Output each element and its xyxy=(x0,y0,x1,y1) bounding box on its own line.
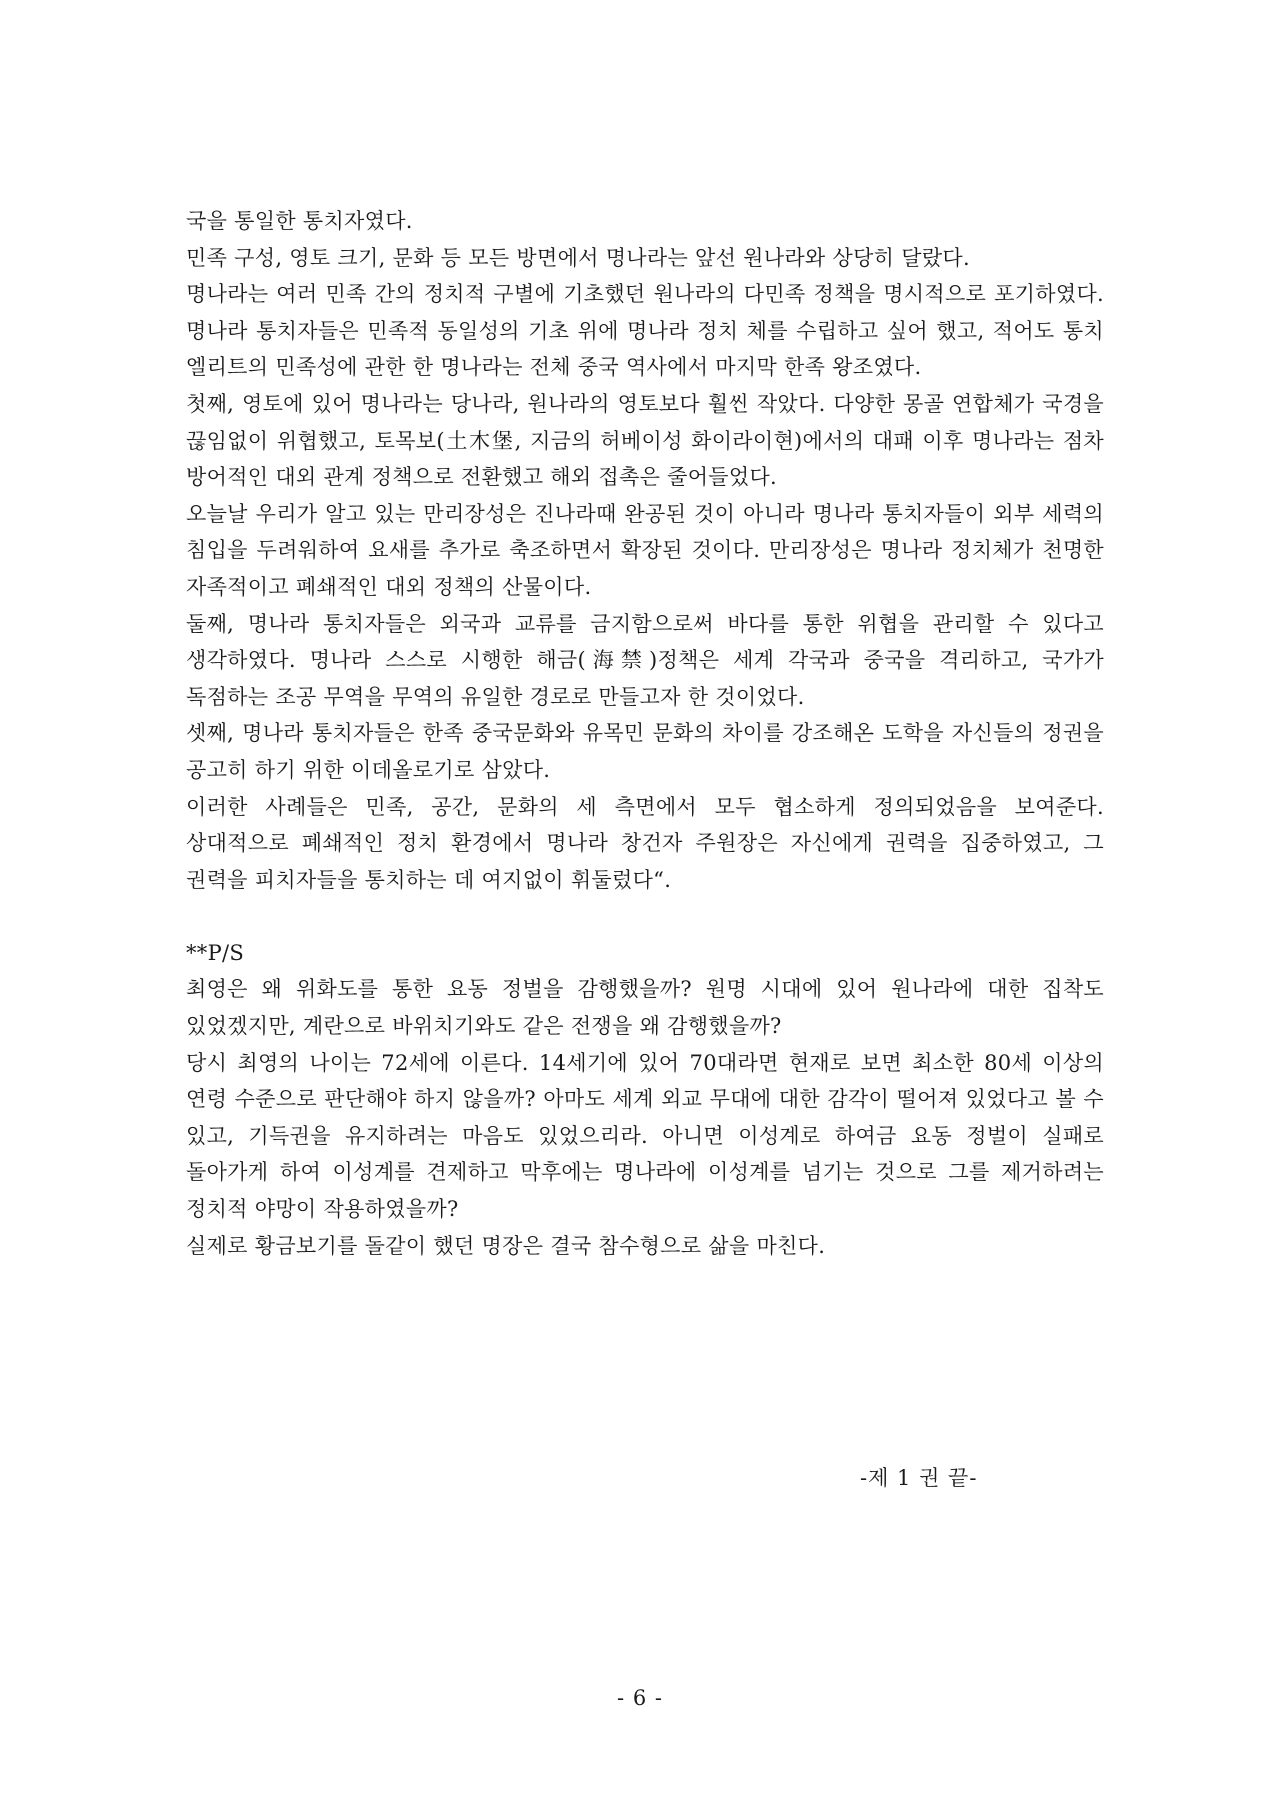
ps-paragraph: 당시 최영의 나이는 72세에 이른다. 14세기에 있어 70대라면 현재로 보면 최소한 80세 이상의 연령 수준으로 판단해야 하지 않을까? 아마도 세계 외교 무대에 대한 감각이 떨어져 있었다고 볼 수 있고, 기득권을 유지하려는 마음도 있었으리라. 아니면 이성계로 하여금 요동 정벌이 실패로 돌아가게 하여 이성계를 견제하고 막후에는 명나라에 이성계를 넘기는 것으로 그를 제거하려는 정치적 야망이 작용하였을까? xyxy=(186,1050,1104,1222)
paragraph: 국을 통일한 통치자였다. xyxy=(186,209,413,233)
paragraph: 오늘날 우리가 알고 있는 만리장성은 진나라때 완공된 것이 아니라 명나라 통치자들이 외부 세력의 침입을 두려워하여 요새를 추가로 축조하면서 확장된 것이다. 만리장성은 명나라 정치체가 천명한 자족적이고 폐쇄적인 대외 정책의 산물이다. xyxy=(186,501,1104,599)
ps-paragraph: 실제로 황금보기를 돌같이 했던 명장은 결국 참수형으로 삶을 마친다. xyxy=(186,1233,826,1258)
volume-end-mark: -제 1 권 끝- xyxy=(860,1466,978,1490)
paragraph: 첫째, 영토에 있어 명나라는 당나라, 원나라의 영토보다 훨씬 작았다. 다양한 몽골 연합체가 국경을 끊임없이 위협했고, 토목보(土木堡, 지금의 허베이성 화이라이현)에서의 대패 이후 명나라는 점차 방어적인 대외 관계 정책으로 전환했고 해외 접촉은 줄어들었다. xyxy=(186,391,1104,490)
paragraph: 둘째, 명나라 통치자들은 외국과 교류를 금지함으로써 바다를 통한 위협을 관리할 수 있다고 생각하였다. 명나라 스스로 시행한 해금(海禁)정책은 세계 각국과 중국을 격리하고, 국가가 독점하는 조공 무역을 무역의 유일한 경로로 만들고자 한 것이었다. xyxy=(186,611,1104,709)
blank-line xyxy=(186,898,1104,935)
body-text xyxy=(186,203,1104,1264)
paragraph: 명나라는 여러 민족 간의 정치적 구별에 기초했던 원나라의 다민족 정책을 명시적으로 포기하였다. 명나라 통치자들은 민족적 동일성의 기초 위에 명나라 정치 체를 수립하고 싶어 했고, 적어도 통치 엘리트의 민족성에 관한 한 명나라는 전체 중국 역사에서 마지막 한족 왕조였다. xyxy=(186,282,1104,380)
ps-heading: **P/S xyxy=(186,940,245,965)
paragraph: 민족 구성, 영토 크기, 문화 등 모든 방면에서 명나라는 앞선 원나라와 상당히 달랐다. xyxy=(186,245,970,270)
ps-paragraph: 최영은 왜 위화도를 통한 요동 정벌을 감행했을까? 원명 시대에 있어 원나라에 대한 집착도 있었겠지만, 계란으로 바위치기와도 같은 전쟁을 왜 감행했을까? xyxy=(186,977,1104,1039)
paragraph: 셋째, 명나라 통치자들은 한족 중국문화와 유목민 문화의 차이를 강조해온 도학을 자신들의 정권을 공고히 하기 위한 이데올로기로 삼았다. xyxy=(186,721,1104,782)
page-number: - 6 - xyxy=(617,1686,663,1710)
paragraph: 이러한 사례들은 민족, 공간, 문화의 세 측면에서 모두 협소하게 정의되었음을 보여준다. 상대적으로 폐쇄적인 정치 환경에서 명나라 창건자 주원장은 자신에게 권력을 집중하였고, 그 권력을 피치자들을 통치하는 데 여지없이 휘둘렀다“. xyxy=(186,794,1104,892)
